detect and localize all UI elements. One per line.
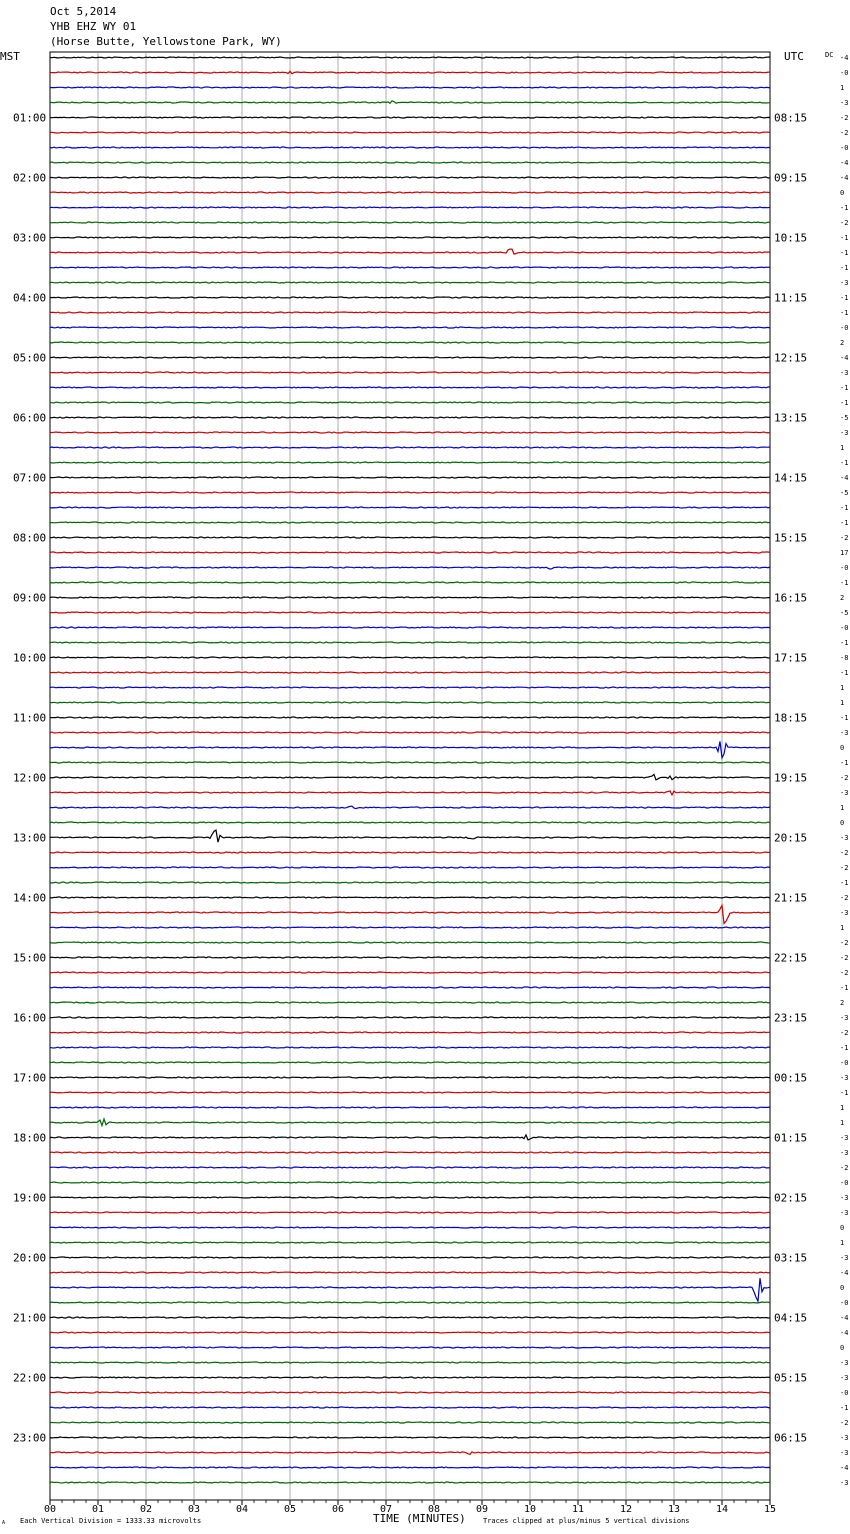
- dc-offset-label: -2: [840, 114, 849, 122]
- dc-offset-label: 0: [840, 1344, 845, 1352]
- dc-offset-label: -3: [840, 834, 849, 842]
- minute-grid: [98, 52, 722, 1500]
- right-hour-label: 06:15: [774, 1431, 808, 1445]
- dc-offset-label: -0: [840, 144, 849, 152]
- x-tick-label: 07: [379, 1504, 393, 1515]
- x-tick-label: 05: [283, 1504, 297, 1515]
- right-hour-label: 02:15: [774, 1191, 808, 1205]
- seismic-trace: [50, 327, 770, 328]
- seismic-trace: [50, 657, 770, 658]
- seismic-trace: [50, 71, 770, 74]
- dc-offset-label: 0: [840, 1224, 845, 1232]
- seismic-trace: [50, 117, 770, 118]
- seismic-trace: [50, 1347, 770, 1348]
- date-title: Oct 5,2014: [50, 5, 117, 18]
- right-hour-label: 01:15: [774, 1131, 808, 1145]
- right-hour-label: 15:15: [774, 531, 808, 545]
- left-hour-label: 01:00: [13, 111, 47, 125]
- dc-offset-label: -4: [840, 1269, 849, 1277]
- left-hour-label: 12:00: [13, 771, 47, 785]
- seismic-trace: [50, 1272, 770, 1273]
- seismic-trace: [50, 417, 770, 418]
- dc-offset-label: 0: [840, 189, 845, 197]
- dc-offset-label: -2: [840, 774, 849, 782]
- left-hour-label: 21:00: [13, 1311, 47, 1325]
- trace-group: [50, 57, 770, 1483]
- seismic-trace: [50, 852, 770, 853]
- left-hour-label: 16:00: [13, 1011, 47, 1025]
- seismic-trace: [50, 1092, 770, 1093]
- dc-offset-label: -5: [840, 609, 849, 617]
- dc-offset-label: -3: [840, 429, 849, 437]
- seismic-trace: [50, 1077, 770, 1078]
- seismic-trace: [50, 687, 770, 688]
- left-hour-label: 08:00: [13, 531, 47, 545]
- plot-frame: [50, 52, 770, 1500]
- x-tick-label: 10: [523, 1504, 537, 1515]
- seismic-trace: [50, 237, 770, 238]
- seismic-trace: [50, 806, 770, 808]
- x-tick-label: 14: [715, 1504, 729, 1515]
- right-hour-label: 17:15: [774, 651, 808, 665]
- seismic-trace: [50, 1047, 770, 1048]
- seismic-trace: [50, 1317, 770, 1318]
- x-tick-label: 03: [187, 1504, 201, 1515]
- dc-offset-label: -2: [840, 1419, 849, 1427]
- right-hour-label: 08:15: [774, 111, 808, 125]
- x-tick-label: 04: [235, 1504, 249, 1515]
- seismic-trace: [50, 567, 770, 569]
- dc-offset-label: -1: [840, 714, 849, 722]
- dc-offset-label: -1: [840, 669, 849, 677]
- x-tick-label: 02: [139, 1504, 153, 1515]
- dc-offset-label: -0: [840, 624, 849, 632]
- station-title: YHB EHZ WY 01: [50, 20, 137, 33]
- seismic-trace: [50, 732, 770, 733]
- left-hour-label: 06:00: [13, 411, 47, 425]
- dc-offset-label: -2: [840, 969, 849, 977]
- right-hour-label: 10:15: [774, 231, 808, 245]
- right-hour-label: 09:15: [774, 171, 808, 185]
- seismic-trace: [50, 522, 770, 523]
- seismic-trace: [50, 1467, 770, 1468]
- left-hour-label: 18:00: [13, 1131, 47, 1145]
- seismic-trace: [50, 905, 770, 923]
- dc-offset-label: -2: [840, 954, 849, 962]
- dc-offset-label: -2: [840, 219, 849, 227]
- seismic-trace: [50, 57, 770, 58]
- dc-offset-label: 0: [840, 1284, 845, 1292]
- right-hour-label: 04:15: [774, 1311, 808, 1325]
- seismic-trace: [50, 1257, 770, 1258]
- dc-offset-label: -1: [840, 1404, 849, 1412]
- dc-offset-label: -3: [840, 1359, 849, 1367]
- dc-offset-label: -1: [840, 204, 849, 212]
- dc-offset-label: -3: [840, 789, 849, 797]
- seismic-trace: [50, 672, 770, 673]
- seismic-trace: [50, 1119, 770, 1126]
- dc-offset-label: -1: [840, 504, 849, 512]
- right-hour-label: 05:15: [774, 1371, 808, 1385]
- seismic-trace: [50, 1302, 770, 1303]
- seismic-trace: [50, 774, 770, 780]
- dc-offset-label: -4: [840, 1464, 849, 1472]
- seismic-trace: [50, 87, 770, 88]
- seismic-trace: [50, 447, 770, 448]
- dc-offset-label: 1: [840, 699, 845, 707]
- dc-offset-label: 1: [840, 924, 845, 932]
- dc-offset-label: -3: [840, 1209, 849, 1217]
- dc-offset-label: -2: [840, 864, 849, 872]
- left-hour-label: 07:00: [13, 471, 47, 485]
- left-hour-label: 04:00: [13, 291, 47, 305]
- seismic-trace: [50, 791, 770, 795]
- dc-offset-label: -3: [840, 1449, 849, 1457]
- right-hour-label: 12:15: [774, 351, 808, 365]
- seismic-trace: [50, 1242, 770, 1243]
- dc-offset-label: -5: [840, 489, 849, 497]
- x-tick-label: 00: [43, 1504, 57, 1515]
- seismic-trace: [50, 1002, 770, 1003]
- dc-offset-label: -1: [840, 579, 849, 587]
- dc-offset-label: 1: [840, 1119, 845, 1127]
- right-timezone-label: UTC: [784, 50, 804, 63]
- seismic-trace: [50, 1167, 770, 1168]
- dc-offset-label: -1: [840, 249, 849, 257]
- location-title: (Horse Butte, Yellowstone Park, WY): [50, 35, 282, 48]
- dc-offset-label: -3: [840, 1149, 849, 1157]
- seismic-trace: [50, 882, 770, 883]
- right-hour-label: 14:15: [774, 471, 808, 485]
- seismic-trace: [50, 162, 770, 163]
- dc-offset-label: -5: [840, 414, 849, 422]
- right-hour-label: 21:15: [774, 891, 808, 905]
- x-tick-label: 11: [571, 1504, 585, 1515]
- left-hour-label: 10:00: [13, 651, 47, 665]
- dc-offset-label: -0: [840, 1299, 849, 1307]
- dc-offset-label: -0: [840, 1389, 849, 1397]
- x-tick-label: 06: [331, 1504, 345, 1515]
- seismic-trace: [50, 1107, 770, 1108]
- dc-offset-label: -2: [840, 1029, 849, 1037]
- dc-offset-label: -3: [840, 99, 849, 107]
- left-hour-label: 13:00: [13, 831, 47, 845]
- dc-offset-label: -1: [840, 519, 849, 527]
- seismic-trace: [50, 717, 770, 718]
- seismic-trace: [50, 1422, 770, 1423]
- seismic-trace: [50, 1278, 770, 1301]
- left-hour-label: 14:00: [13, 891, 47, 905]
- seismic-trace: [50, 830, 770, 842]
- dc-offset-label: -4: [840, 1314, 849, 1322]
- clip-footnote: Traces clipped at plus/minus 5 vertical divisions: [483, 1517, 690, 1525]
- seismic-trace: [50, 1377, 770, 1378]
- dc-offset-label: -1: [840, 759, 849, 767]
- dc-offset-label: -1: [840, 459, 849, 467]
- left-hour-label: 02:00: [13, 171, 47, 185]
- dc-offset-label: -4: [840, 1329, 849, 1337]
- left-hour-label: 23:00: [13, 1431, 47, 1445]
- seismic-trace: [50, 642, 770, 643]
- dc-offset-label: -3: [840, 369, 849, 377]
- seismic-trace: [50, 762, 770, 763]
- seismic-trace: [50, 1197, 770, 1198]
- dc-offset-label: -3: [840, 1434, 849, 1442]
- seismic-trace: [50, 537, 770, 538]
- dc-offset-label: -1: [840, 399, 849, 407]
- dc-offset-label: -1: [840, 1044, 849, 1052]
- seismic-trace: [50, 597, 770, 598]
- seismic-trace: [50, 101, 770, 104]
- seismic-trace: [50, 1332, 770, 1333]
- dc-offset-label: 1: [840, 804, 845, 812]
- dc-offset-label: -1: [840, 639, 849, 647]
- right-hour-label: 00:15: [774, 1071, 808, 1085]
- right-hour-label: 22:15: [774, 951, 808, 965]
- dc-offset-label: -3: [840, 1134, 849, 1142]
- right-hour-label: 19:15: [774, 771, 808, 785]
- x-tick-label: 12: [619, 1504, 633, 1515]
- dc-offset-label: -4: [840, 159, 849, 167]
- dc-offset-label: -2: [840, 534, 849, 542]
- seismic-trace: [50, 432, 770, 433]
- seismic-trace: [50, 1032, 770, 1033]
- dc-offset-label: 2: [840, 594, 845, 602]
- seismic-trace: [50, 402, 770, 403]
- dc-offset-label: -3: [840, 279, 849, 287]
- seismic-trace: [50, 132, 770, 133]
- dc-offset-label: -3: [840, 729, 849, 737]
- seismic-trace: [50, 897, 770, 898]
- x-tick-label: 09: [475, 1504, 489, 1515]
- dc-offset-label: -3: [840, 1014, 849, 1022]
- seismic-trace: [50, 147, 770, 148]
- seismic-trace: [50, 1062, 770, 1063]
- right-hour-label: 18:15: [774, 711, 808, 725]
- seismic-trace: [50, 702, 770, 703]
- seismic-trace: [50, 1135, 770, 1140]
- right-hour-label: 20:15: [774, 831, 808, 845]
- seismic-trace: [50, 582, 770, 583]
- dc-offset-label: -0: [840, 564, 849, 572]
- footer-mark: A: [2, 1520, 6, 1526]
- dc-offset-label: -2: [840, 939, 849, 947]
- dc-offset-label: -2: [840, 849, 849, 857]
- dc-header-label: DC: [825, 51, 834, 59]
- left-timezone-label: MST: [0, 50, 20, 63]
- dc-offset-label: -4: [840, 174, 849, 182]
- seismic-trace: [50, 282, 770, 283]
- left-hour-label: 03:00: [13, 231, 47, 245]
- seismic-trace: [50, 1182, 770, 1183]
- seismic-trace: [50, 612, 770, 613]
- seismic-trace: [50, 552, 770, 553]
- axis-labels: [13, 54, 848, 1515]
- scale-footnote: Each Vertical Division = 1333.33 microvolts: [20, 1517, 202, 1525]
- right-hour-label: 23:15: [774, 1011, 808, 1025]
- seismic-trace: [50, 342, 770, 343]
- dc-offset-label: -1: [840, 309, 849, 317]
- seismic-trace: [50, 507, 770, 508]
- right-hour-label: 03:15: [774, 1251, 808, 1265]
- dc-offset-label: -3: [840, 1254, 849, 1262]
- seismic-trace: [50, 477, 770, 478]
- seismic-trace: [50, 1017, 770, 1018]
- left-hour-label: 20:00: [13, 1251, 47, 1265]
- right-hour-label: 13:15: [774, 411, 808, 425]
- seismic-trace: [50, 372, 770, 373]
- dc-offset-label: -3: [840, 1479, 849, 1487]
- seismic-trace: [50, 1227, 770, 1228]
- x-tick-label: 15: [763, 1504, 777, 1515]
- seismic-trace: [50, 627, 770, 628]
- seismic-trace: [50, 192, 770, 193]
- seismic-trace: [50, 357, 770, 358]
- seismic-trace: [50, 177, 770, 178]
- seismic-trace: [50, 1212, 770, 1213]
- dc-offset-label: -3: [840, 1194, 849, 1202]
- seismic-trace: [50, 297, 770, 298]
- dc-offset-label: -1: [840, 264, 849, 272]
- dc-offset-label: -0: [840, 69, 849, 77]
- dc-offset-label: -2: [840, 1164, 849, 1172]
- dc-offset-label: 2: [840, 339, 845, 347]
- dc-offset-label: -2: [840, 129, 849, 137]
- seismic-trace: [50, 387, 770, 388]
- dc-offset-label: -0: [840, 1179, 849, 1187]
- seismic-trace: [50, 822, 770, 823]
- seismic-trace: [50, 1407, 770, 1408]
- seismic-trace: [50, 972, 770, 973]
- seismic-trace: [50, 1482, 770, 1483]
- dc-offset-label: -1: [840, 984, 849, 992]
- seismic-trace: [50, 462, 770, 463]
- left-hour-label: 22:00: [13, 1371, 47, 1385]
- left-hour-label: 19:00: [13, 1191, 47, 1205]
- left-hour-label: 09:00: [13, 591, 47, 605]
- seismic-trace: [50, 312, 770, 313]
- dc-offset-label: -1: [840, 234, 849, 242]
- seismic-trace: [50, 207, 770, 208]
- seismic-trace: [50, 249, 770, 254]
- dc-offset-label: -1: [840, 879, 849, 887]
- dc-offset-label: -4: [840, 474, 849, 482]
- left-hour-label: 17:00: [13, 1071, 47, 1085]
- dc-offset-label: -1: [840, 294, 849, 302]
- seismic-trace: [50, 1362, 770, 1363]
- right-hour-label: 16:15: [774, 591, 808, 605]
- seismic-trace: [50, 942, 770, 943]
- left-hour-label: 05:00: [13, 351, 47, 365]
- x-tick-label: 13: [667, 1504, 681, 1515]
- dc-offset-label: 0: [840, 819, 845, 827]
- dc-offset-label: -3: [840, 1074, 849, 1082]
- seismic-trace: [50, 927, 770, 928]
- dc-offset-label: 1: [840, 684, 845, 692]
- seismic-trace: [50, 867, 770, 868]
- dc-offset-label: 1: [840, 1104, 845, 1112]
- x-tick-label: 01: [91, 1504, 105, 1515]
- seismic-trace: [50, 267, 770, 268]
- dc-offset-label: 17: [840, 549, 849, 557]
- dc-offset-label: -4: [840, 354, 849, 362]
- seismic-trace: [50, 1452, 770, 1455]
- dc-offset-label: -4: [840, 54, 849, 62]
- x-axis-label: TIME (MINUTES): [373, 1512, 466, 1525]
- seismic-trace: [50, 1152, 770, 1153]
- dc-offset-label: 1: [840, 444, 845, 452]
- left-hour-label: 15:00: [13, 951, 47, 965]
- dc-offset-label: -3: [840, 909, 849, 917]
- dc-offset-label: -0: [840, 324, 849, 332]
- left-hour-label: 11:00: [13, 711, 47, 725]
- right-hour-label: 11:15: [774, 291, 808, 305]
- dc-offset-label: 1: [840, 1239, 845, 1247]
- dc-offset-label: -0: [840, 1059, 849, 1067]
- seismic-trace: [50, 1392, 770, 1393]
- seismic-trace: [50, 987, 770, 988]
- dc-offset-label: -8: [840, 654, 849, 662]
- seismic-trace: [50, 1437, 770, 1438]
- dc-offset-label: 2: [840, 999, 845, 1007]
- dc-offset-label: -3: [840, 1374, 849, 1382]
- x-tick-label: 08: [427, 1504, 441, 1515]
- seismic-trace: [50, 222, 770, 223]
- dc-offset-label: -1: [840, 1089, 849, 1097]
- seismic-trace: [50, 957, 770, 958]
- dc-offset-label: -1: [840, 384, 849, 392]
- dc-offset-label: 1: [840, 84, 845, 92]
- dc-offset-label: -2: [840, 894, 849, 902]
- seismic-trace: [50, 492, 770, 493]
- seismic-trace: [50, 741, 770, 758]
- dc-offset-label: 0: [840, 744, 845, 752]
